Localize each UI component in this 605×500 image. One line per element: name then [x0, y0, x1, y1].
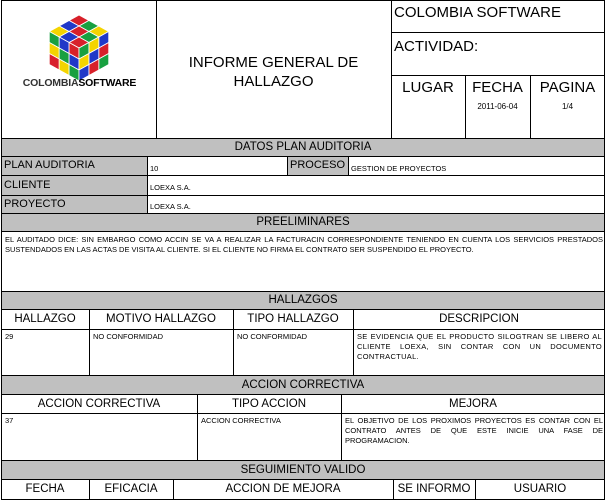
plan-auditoria-label: PLAN AUDITORIA	[4, 159, 95, 171]
cliente-value: LOEXA S.A.	[150, 183, 191, 192]
preeliminares-title: PREELIMINARES	[256, 216, 350, 228]
grid-h-line	[1, 156, 605, 157]
cliente-label: CLIENTE	[4, 179, 51, 191]
company-name: COLOMBIA SOFTWARE	[394, 4, 561, 21]
grid-v-line	[341, 394, 342, 461]
datos-plan-title: DATOS PLAN AUDITORIA	[234, 141, 372, 153]
grid-v-line	[1, 0, 2, 500]
mejora-value: EL OBJETIVO DE LOS PROXIMOS PROYECTOS ES CONTAR CON EL CONTRATO ANTES DE QUE ESTE INICIE UNA FASE DE PROGRAMACION.	[345, 416, 603, 445]
grid-v-line	[348, 156, 349, 176]
logo-wordmark	[8, 77, 151, 89]
proceso-label: PROCESO	[290, 159, 346, 171]
descripcion-col-header: DESCRIPCION	[439, 313, 519, 325]
rubik-cube-icon	[8, 8, 151, 104]
tipo-accion-col-header: TIPO ACCION	[231, 398, 307, 410]
grid-h-line	[1, 479, 605, 480]
seguimiento-fecha-col: FECHA	[25, 483, 65, 495]
motivo-value: NO CONFORMIDAD	[93, 332, 163, 341]
seguimiento-title: SEGUIMIENTO VALIDO	[240, 464, 366, 476]
grid-h-line	[1, 213, 605, 214]
grid-h-line	[1, 375, 605, 376]
report-title-line2: HALLAZGO	[233, 73, 314, 90]
grid-h-line	[1, 309, 605, 310]
hallazgo-value: 29	[5, 332, 14, 341]
grid-h-line	[391, 32, 605, 33]
grid-v-line	[197, 394, 198, 461]
preeliminares-text: EL AUDITADO DICE: SIN EMBARGO COMO ACCIN SE VA A REALIZAR LA FACTURACIN CORRESPONDIENTE TENIENDO EN CUENTA LOS SERVICIOS PRESTADOS SUSTENDADOS EN LAS ACTAS DE VISITA AL CLIENTE. SI EL CLIENTE NO FIRMA EL CONTRATO SER SUSPENDIDO EL PROYECTO.	[5, 235, 603, 254]
lugar-label: LUGAR	[402, 79, 454, 96]
seguimiento-accion-mejora-col: ACCION DE MEJORA	[225, 483, 341, 495]
seguimiento-usuario-col: USUARIO	[513, 483, 567, 495]
mejora-col-header: MEJORA	[449, 398, 497, 410]
accion-col-header: ACCION CORRECTIVA	[37, 398, 161, 410]
tipo-accion-value: ACCION CORRECTIVA	[201, 416, 281, 425]
grid-v-line	[287, 156, 288, 176]
company-logo	[8, 8, 151, 104]
grid-h-line	[1, 329, 605, 330]
grid-v-line	[353, 309, 354, 376]
grid-h-line	[1, 231, 605, 232]
logo-text-b: SOFTWARE	[78, 77, 137, 89]
fecha-label: FECHA	[472, 79, 523, 96]
accion-correctiva-title: ACCION CORRECTIVA	[241, 379, 365, 391]
grid-h-line	[1, 138, 605, 139]
grid-h-line	[1, 195, 605, 196]
hallazgos-title: HALLAZGOS	[268, 294, 338, 306]
grid-v-line	[475, 479, 476, 500]
motivo-col-header: MOTIVO HALLAZGO	[106, 313, 216, 325]
pagina-value: 1/4	[561, 102, 574, 111]
pagina-label: PAGINA	[539, 79, 596, 96]
descripcion-value: SE EVIDENCIA QUE EL PRODUCTO SILOGTRAN SE LIBERO AL CLIENTE LOEXA, SIN CONTAR CON UN DOCUMENTO CONTRACTUAL.	[357, 332, 602, 361]
plan-auditoria-value: 10	[150, 164, 159, 173]
grid-h-line	[391, 75, 605, 76]
grid-h-line	[1, 394, 605, 395]
actividad-label: ACTIVIDAD:	[394, 38, 479, 55]
report-title-line1: INFORME GENERAL DE	[188, 54, 359, 71]
tipo-hallazgo-col-header: TIPO HALLAZGO	[247, 313, 339, 325]
grid-h-line	[1, 460, 605, 461]
seguimiento-eficacia-col: EFICACIA	[104, 483, 158, 495]
grid-h-line	[1, 175, 605, 176]
grid-v-line	[147, 156, 148, 214]
hallazgo-col-header: HALLAZGO	[14, 313, 76, 325]
grid-v-line	[89, 479, 90, 500]
grid-h-line	[1, 0, 605, 1]
grid-v-line	[89, 309, 90, 376]
grid-v-line	[391, 0, 392, 139]
grid-v-line	[393, 479, 394, 500]
proyecto-label: PROYECTO	[4, 198, 66, 210]
grid-h-line	[1, 291, 605, 292]
fecha-value: 2011-06-04	[477, 102, 518, 111]
proceso-value: GESTION DE PROYECTOS	[351, 164, 447, 173]
proyecto-value: LOEXA S.A.	[150, 202, 191, 211]
grid-v-line	[465, 75, 466, 139]
grid-v-line	[173, 479, 174, 500]
accion-value: 37	[5, 416, 14, 425]
grid-v-line	[156, 0, 157, 139]
seguimiento-se-informo-col: SE INFORMO	[397, 483, 471, 495]
grid-v-line	[233, 309, 234, 376]
grid-h-line	[1, 413, 605, 414]
tipo-hallazgo-value: NO CONFORMIDAD	[237, 332, 307, 341]
logo-text-a: COLOMBIA	[22, 77, 79, 89]
grid-v-line	[530, 75, 531, 139]
report-title	[157, 53, 390, 91]
